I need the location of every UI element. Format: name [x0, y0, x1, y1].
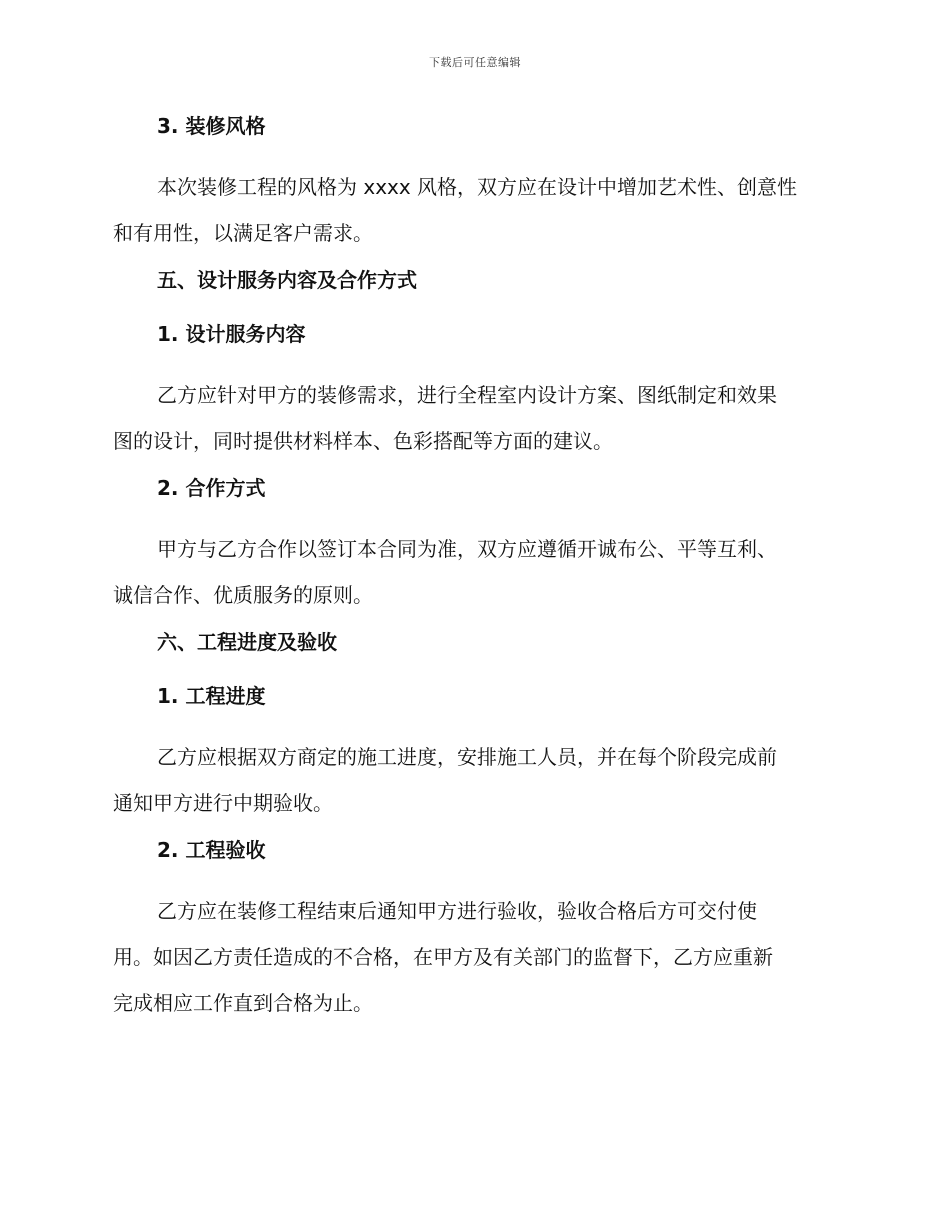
paragraph-line: 和有用性，以满足客户需求。 — [113, 221, 373, 245]
paragraph-line: 本次装修工程的风格为 xxxx 风格，双方应在设计中增加艺术性、创意性 — [157, 175, 798, 199]
paragraph-line: 图的设计，同时提供材料样本、色彩搭配等方面的建议。 — [113, 429, 613, 453]
paragraph-line: 乙方应根据双方商定的施工进度，安排施工人员，并在每个阶段完成前 — [157, 745, 777, 769]
paragraph-service-content — [113, 372, 838, 464]
section-heading-cooperation: 2. 合作方式 — [157, 476, 266, 500]
paragraph-line: 乙方应针对甲方的装修需求，进行全程室内设计方案、图纸制定和效果 — [157, 383, 777, 407]
section-heading-progress: 1. 工程进度 — [157, 684, 266, 708]
paragraph-acceptance — [113, 888, 838, 1026]
section-heading-decoration-style: 3. 装修风格 — [157, 114, 266, 138]
chapter-heading-design-service: 五、设计服务内容及合作方式 — [157, 268, 417, 292]
paragraph-line: 用。如因乙方责任造成的不合格，在甲方及有关部门的监督下，乙方应重新 — [113, 945, 773, 969]
paragraph-progress — [113, 734, 838, 826]
paragraph-cooperation — [113, 526, 838, 618]
paragraph-line: 完成相应工作直到合格为止。 — [113, 991, 373, 1015]
page-header: 下载后可任意编辑 — [429, 56, 521, 69]
paragraph-decoration-style — [113, 164, 838, 256]
section-heading-acceptance: 2. 工程验收 — [157, 838, 266, 862]
paragraph-line: 乙方应在装修工程结束后通知甲方进行验收，验收合格后方可交付使 — [157, 899, 757, 923]
paragraph-line: 诚信合作、优质服务的原则。 — [113, 583, 373, 607]
chapter-heading-progress-acceptance: 六、工程进度及验收 — [157, 630, 337, 654]
paragraph-line: 通知甲方进行中期验收。 — [113, 791, 333, 815]
section-heading-service-content: 1. 设计服务内容 — [157, 322, 306, 346]
paragraph-line: 甲方与乙方合作以签订本合同为准，双方应遵循开诚布公、平等互利、 — [157, 537, 777, 561]
document-body — [113, 110, 838, 1034]
